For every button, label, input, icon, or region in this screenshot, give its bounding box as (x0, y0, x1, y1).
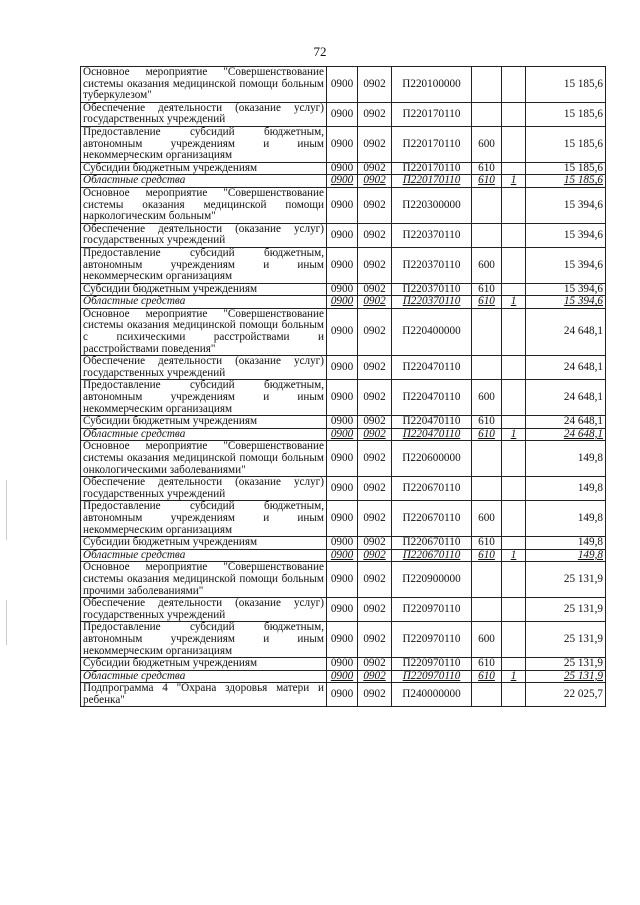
row-section: 0900 (327, 562, 358, 598)
table-row (81, 598, 606, 622)
row-subsection: 0902 (358, 537, 392, 550)
row-section: 0900 (327, 283, 358, 296)
row-amount: 24 648,1 (526, 416, 606, 429)
table-row (81, 658, 606, 671)
row-name: Основное мероприятие "Совершенствование системы оказания медицинской помощи больным туберкулезом" (81, 67, 327, 103)
row-name: Подпрограмма 4 "Охрана здоровья матери и ребенка" (81, 683, 327, 707)
row-csr: П220170110 (392, 175, 472, 188)
row-name: Обеспечение деятельности (оказание услуг) государственных учреждений (81, 477, 327, 501)
row-vr (472, 187, 502, 223)
row-name: Обеспечение деятельности (оказание услуг) государственных учреждений (81, 102, 327, 126)
row-amount: 24 648,1 (526, 428, 606, 441)
row-amount: 149,8 (526, 549, 606, 562)
row-section: 0900 (327, 670, 358, 683)
table-row-main-measure (81, 562, 606, 598)
row-section: 0900 (327, 126, 358, 162)
row-section: 0900 (327, 223, 358, 247)
row-name: Областные средства (81, 549, 327, 562)
row-vr (472, 441, 502, 477)
row-name: Предоставление субсидий бюджетным, автономным учреждениям и иным некоммерческим организациям (81, 501, 327, 537)
row-csr: П220170110 (392, 126, 472, 162)
row-name: Субсидии бюджетным учреждениям (81, 162, 327, 175)
row-section: 0900 (327, 296, 358, 309)
row-vr: 600 (472, 247, 502, 283)
row-source (502, 658, 526, 671)
row-section: 0900 (327, 247, 358, 283)
table-row (81, 356, 606, 380)
table-row (81, 102, 606, 126)
row-section: 0900 (327, 380, 358, 416)
row-amount: 15 394,6 (526, 187, 606, 223)
table-row-oblast (81, 296, 606, 309)
table-row (81, 223, 606, 247)
table-row-oblast (81, 670, 606, 683)
row-section: 0900 (327, 102, 358, 126)
row-source (502, 187, 526, 223)
row-source (502, 477, 526, 501)
row-source: 1 (502, 428, 526, 441)
table-row-main-measure (81, 67, 606, 103)
row-name: Областные средства (81, 175, 327, 188)
row-csr: П220970110 (392, 598, 472, 622)
row-amount: 149,8 (526, 501, 606, 537)
row-section: 0900 (327, 549, 358, 562)
row-vr: 610 (472, 162, 502, 175)
row-name: Предоставление субсидий бюджетным, автономным учреждениям и иным некоммерческим организациям (81, 126, 327, 162)
row-vr: 610 (472, 296, 502, 309)
row-csr: П220170110 (392, 162, 472, 175)
page-number: 72 (313, 44, 327, 59)
row-amount: 25 131,9 (526, 658, 606, 671)
row-subsection: 0902 (358, 428, 392, 441)
row-section: 0900 (327, 308, 358, 355)
row-source: 1 (502, 549, 526, 562)
row-csr: П220670110 (392, 477, 472, 501)
row-csr: П220370110 (392, 296, 472, 309)
row-vr: 610 (472, 416, 502, 429)
row-csr: П220470110 (392, 428, 472, 441)
table-row (81, 283, 606, 296)
table-row (81, 477, 606, 501)
table-row (81, 126, 606, 162)
row-subsection: 0902 (358, 162, 392, 175)
row-source (502, 67, 526, 103)
row-vr: 600 (472, 380, 502, 416)
table-row-main-measure (81, 683, 606, 707)
row-source (502, 622, 526, 658)
row-amount: 22 025,7 (526, 683, 606, 707)
row-csr: П220600000 (392, 441, 472, 477)
margin-mark (6, 480, 7, 540)
row-section: 0900 (327, 416, 358, 429)
row-vr (472, 102, 502, 126)
row-subsection: 0902 (358, 308, 392, 355)
row-source (502, 247, 526, 283)
row-subsection: 0902 (358, 598, 392, 622)
row-csr: П220370110 (392, 247, 472, 283)
row-name: Основное мероприятие "Совершенствование системы оказания медицинской помощи больным онкологическими заболеваниями" (81, 441, 327, 477)
table-row-main-measure (81, 187, 606, 223)
table-row (81, 537, 606, 550)
row-subsection: 0902 (358, 562, 392, 598)
budget-table (80, 66, 606, 707)
row-csr: П220670110 (392, 501, 472, 537)
row-name: Субсидии бюджетным учреждениям (81, 658, 327, 671)
row-name: Основное мероприятие "Совершенствование системы оказания медицинской помощи больным прочими заболеваниями" (81, 562, 327, 598)
row-subsection: 0902 (358, 296, 392, 309)
row-section: 0900 (327, 187, 358, 223)
row-vr: 610 (472, 658, 502, 671)
table-row (81, 622, 606, 658)
row-vr: 600 (472, 622, 502, 658)
row-amount: 15 394,6 (526, 283, 606, 296)
row-name: Обеспечение деятельности (оказание услуг) государственных учреждений (81, 598, 327, 622)
row-section: 0900 (327, 67, 358, 103)
row-amount: 15 394,6 (526, 247, 606, 283)
row-vr (472, 356, 502, 380)
row-section: 0900 (327, 598, 358, 622)
table-row (81, 247, 606, 283)
row-section: 0900 (327, 428, 358, 441)
table-row-main-measure (81, 441, 606, 477)
row-source: 1 (502, 670, 526, 683)
row-amount: 25 131,9 (526, 598, 606, 622)
row-vr: 600 (472, 501, 502, 537)
row-vr (472, 598, 502, 622)
row-amount: 24 648,1 (526, 356, 606, 380)
table-row-main-measure (81, 308, 606, 355)
row-amount: 149,8 (526, 477, 606, 501)
row-source (502, 283, 526, 296)
row-csr: П220670110 (392, 549, 472, 562)
row-subsection: 0902 (358, 670, 392, 683)
row-source (502, 162, 526, 175)
row-csr: П220670110 (392, 537, 472, 550)
row-amount: 149,8 (526, 441, 606, 477)
row-source (502, 416, 526, 429)
row-name: Предоставление субсидий бюджетным, автономным учреждениям и иным некоммерческим организациям (81, 247, 327, 283)
row-source (502, 356, 526, 380)
table-row (81, 416, 606, 429)
row-csr: П220170110 (392, 102, 472, 126)
row-amount: 24 648,1 (526, 308, 606, 355)
row-amount: 15 394,6 (526, 296, 606, 309)
row-name: Субсидии бюджетным учреждениям (81, 283, 327, 296)
row-section: 0900 (327, 658, 358, 671)
row-csr: П220300000 (392, 187, 472, 223)
row-name: Основное мероприятие "Совершенствование системы оказания медицинской помощи больным с психическими расстройствами и расстройствами поведения" (81, 308, 327, 355)
row-subsection: 0902 (358, 658, 392, 671)
row-name: Обеспечение деятельности (оказание услуг) государственных учреждений (81, 223, 327, 247)
row-csr: П220400000 (392, 308, 472, 355)
row-name: Областные средства (81, 670, 327, 683)
row-amount: 15 185,6 (526, 102, 606, 126)
row-subsection: 0902 (358, 441, 392, 477)
row-subsection: 0902 (358, 356, 392, 380)
row-subsection: 0902 (358, 223, 392, 247)
row-section: 0900 (327, 477, 358, 501)
row-subsection: 0902 (358, 549, 392, 562)
row-vr (472, 67, 502, 103)
row-csr: П220100000 (392, 67, 472, 103)
row-name: Обеспечение деятельности (оказание услуг) государственных учреждений (81, 356, 327, 380)
row-vr (472, 223, 502, 247)
row-csr: П220970110 (392, 658, 472, 671)
row-source (502, 223, 526, 247)
row-section: 0900 (327, 441, 358, 477)
table-row (81, 162, 606, 175)
row-name: Основное мероприятие "Совершенствование системы оказания медицинской помощи наркологическим больным" (81, 187, 327, 223)
row-subsection: 0902 (358, 102, 392, 126)
row-amount: 25 131,9 (526, 670, 606, 683)
row-source (502, 308, 526, 355)
row-vr: 610 (472, 428, 502, 441)
row-source (502, 562, 526, 598)
row-csr: П220470110 (392, 356, 472, 380)
row-vr: 610 (472, 549, 502, 562)
row-vr: 610 (472, 537, 502, 550)
table-row (81, 380, 606, 416)
row-vr (472, 683, 502, 707)
row-subsection: 0902 (358, 126, 392, 162)
row-source (502, 441, 526, 477)
row-amount: 25 131,9 (526, 562, 606, 598)
table-row-oblast (81, 175, 606, 188)
row-amount: 15 185,6 (526, 67, 606, 103)
row-subsection: 0902 (358, 67, 392, 103)
row-name: Субсидии бюджетным учреждениям (81, 537, 327, 550)
row-csr: П220970110 (392, 670, 472, 683)
row-amount: 15 185,6 (526, 162, 606, 175)
row-name: Областные средства (81, 428, 327, 441)
row-source (502, 683, 526, 707)
row-vr (472, 308, 502, 355)
row-amount: 15 185,6 (526, 126, 606, 162)
table-row (81, 501, 606, 537)
row-subsection: 0902 (358, 683, 392, 707)
row-section: 0900 (327, 683, 358, 707)
row-subsection: 0902 (358, 416, 392, 429)
row-name: Областные средства (81, 296, 327, 309)
row-csr: П220470110 (392, 380, 472, 416)
row-subsection: 0902 (358, 477, 392, 501)
row-vr: 610 (472, 175, 502, 188)
row-name: Субсидии бюджетным учреждениям (81, 416, 327, 429)
row-section: 0900 (327, 175, 358, 188)
row-amount: 149,8 (526, 537, 606, 550)
row-vr: 610 (472, 670, 502, 683)
row-csr: П220370110 (392, 283, 472, 296)
row-source (502, 537, 526, 550)
row-vr (472, 477, 502, 501)
row-subsection: 0902 (358, 622, 392, 658)
row-name: Предоставление субсидий бюджетным, автономным учреждениям и иным некоммерческим организациям (81, 622, 327, 658)
row-name: Предоставление субсидий бюджетным, автономным учреждениям и иным некоммерческим организациям (81, 380, 327, 416)
row-source (502, 380, 526, 416)
row-amount: 15 185,6 (526, 175, 606, 188)
table-row-oblast (81, 549, 606, 562)
row-amount: 24 648,1 (526, 380, 606, 416)
row-csr: П220470110 (392, 416, 472, 429)
row-section: 0900 (327, 356, 358, 380)
row-source (502, 102, 526, 126)
row-section: 0900 (327, 622, 358, 658)
row-csr: П240000000 (392, 683, 472, 707)
row-section: 0900 (327, 162, 358, 175)
table-row-oblast (81, 428, 606, 441)
row-source: 1 (502, 296, 526, 309)
row-source (502, 126, 526, 162)
row-vr: 610 (472, 283, 502, 296)
row-vr: 600 (472, 126, 502, 162)
row-amount: 25 131,9 (526, 622, 606, 658)
row-source: 1 (502, 175, 526, 188)
row-section: 0900 (327, 537, 358, 550)
row-subsection: 0902 (358, 247, 392, 283)
row-amount: 15 394,6 (526, 223, 606, 247)
row-csr: П220900000 (392, 562, 472, 598)
row-csr: П220970110 (392, 622, 472, 658)
margin-mark (6, 600, 7, 645)
row-subsection: 0902 (358, 187, 392, 223)
row-vr (472, 562, 502, 598)
row-subsection: 0902 (358, 283, 392, 296)
row-source (502, 598, 526, 622)
row-subsection: 0902 (358, 501, 392, 537)
row-subsection: 0902 (358, 175, 392, 188)
row-section: 0900 (327, 501, 358, 537)
row-source (502, 501, 526, 537)
row-csr: П220370110 (392, 223, 472, 247)
row-subsection: 0902 (358, 380, 392, 416)
